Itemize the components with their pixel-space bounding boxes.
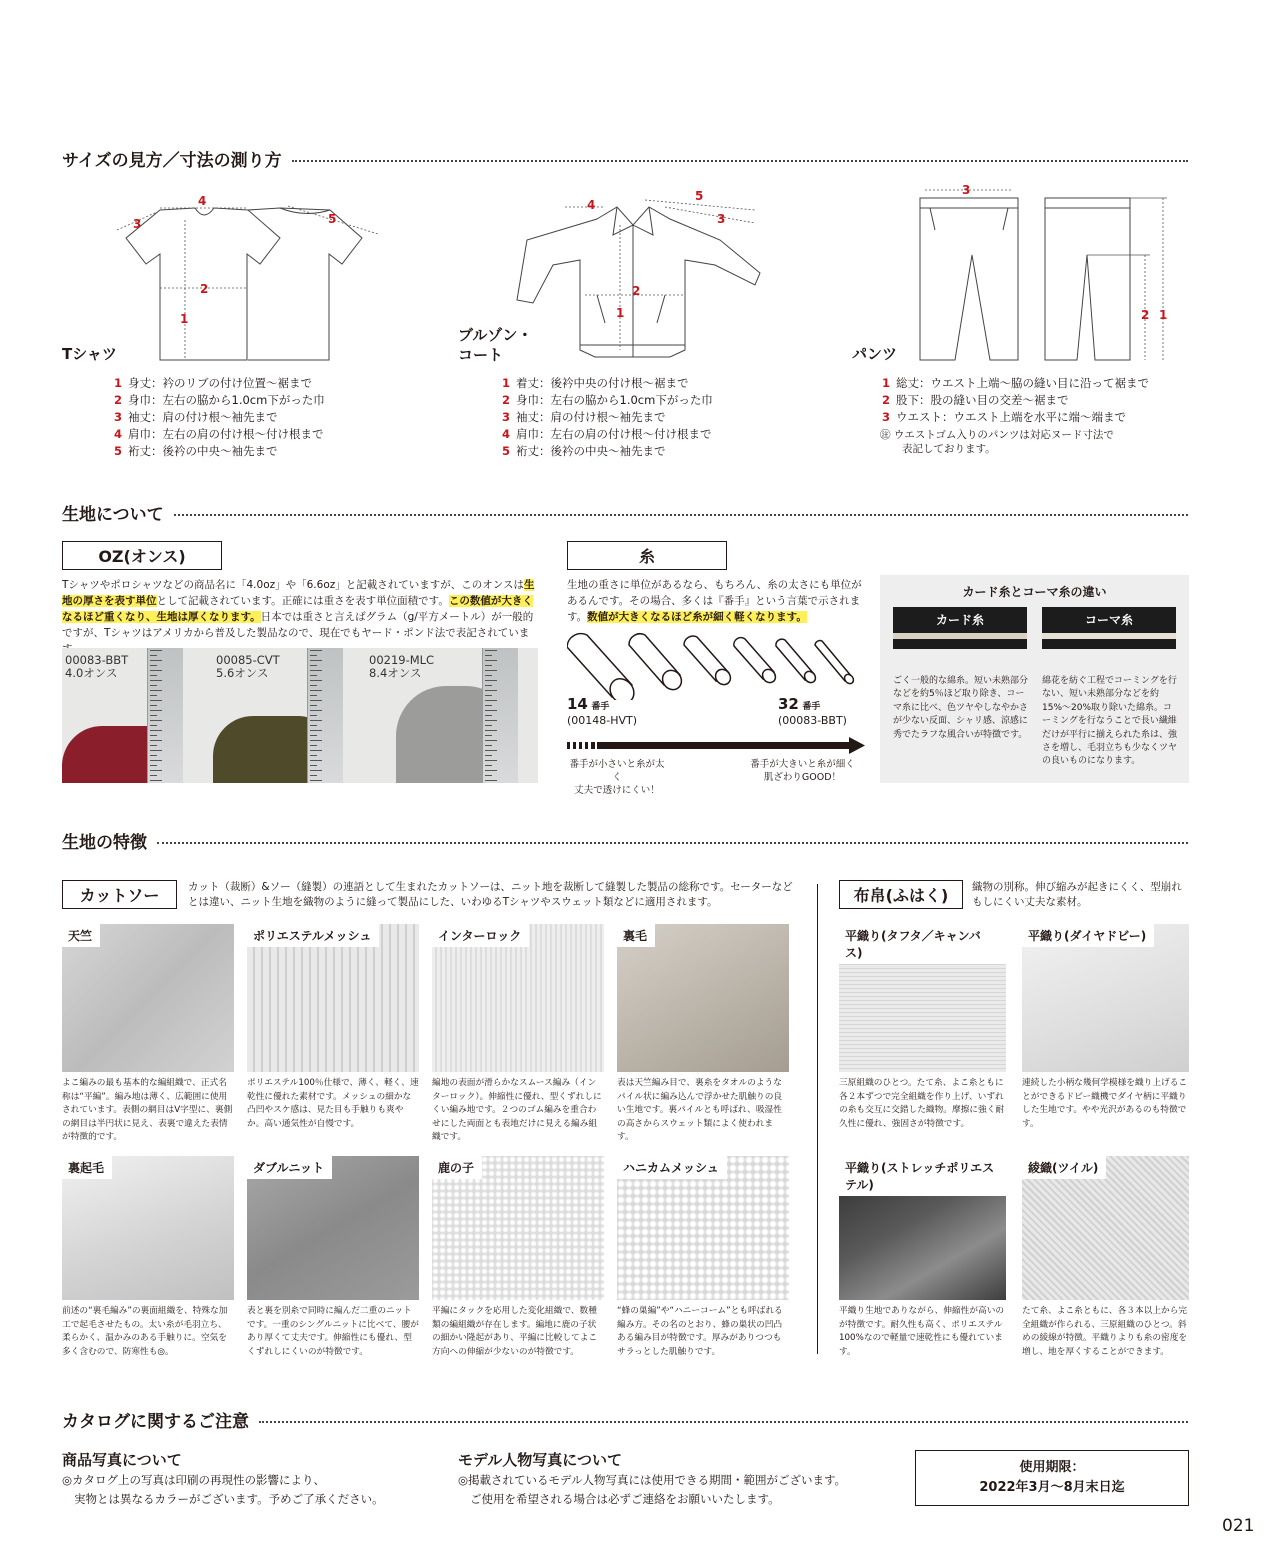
fabric-name: 裏毛 bbox=[617, 924, 655, 947]
fabric-name: 天竺 bbox=[62, 924, 100, 947]
yarn-right-code: (00083-BBT) bbox=[778, 714, 847, 727]
ruler-tick bbox=[485, 770, 497, 771]
ruler-tick bbox=[150, 775, 157, 776]
ruler-image bbox=[307, 648, 343, 783]
coat-dim-4: 4 bbox=[587, 198, 596, 212]
ruler-tick bbox=[150, 675, 157, 676]
fabric-description: 表と裏を別糸で同時に編んだ二重のニットです。一重のシングルニットに比べて、腰があり厚くて丈夫です。伸縮性にも優れ、型くずれしにくいのが特徴です。 bbox=[247, 1306, 419, 1357]
pants-diagram bbox=[905, 180, 1185, 365]
ruler-tick bbox=[310, 770, 322, 771]
fabric-photo-plain-taffeta bbox=[839, 924, 1006, 1072]
comb-yarn-image bbox=[1042, 607, 1176, 649]
tshirt-diagram bbox=[100, 190, 400, 365]
section-fabric-title bbox=[62, 500, 1188, 525]
ruler-tick bbox=[485, 745, 492, 746]
ruler-tick bbox=[150, 750, 162, 751]
pants-dim-2: 2 bbox=[1141, 308, 1150, 322]
fabric-name: 鹿の子 bbox=[432, 1156, 482, 1179]
usage-period-value: 2022年3月～8月末日迄 bbox=[979, 1480, 1125, 1495]
pants-measure-list bbox=[880, 375, 1149, 456]
fabric-photo-twill bbox=[1022, 1156, 1189, 1300]
ruler-tick bbox=[310, 760, 322, 761]
ruler-tick bbox=[310, 665, 317, 666]
ruler-tick bbox=[485, 700, 497, 701]
ruler-tick bbox=[485, 705, 492, 706]
measure-num: 5 bbox=[113, 444, 122, 458]
yarn-arrow bbox=[567, 737, 867, 755]
ruler-tick bbox=[485, 775, 492, 776]
ruler-tick bbox=[485, 665, 492, 666]
ruler-tick bbox=[150, 700, 162, 701]
fabric-name: ダブルニット bbox=[247, 1156, 332, 1179]
oz-paragraph bbox=[62, 577, 538, 657]
page-number: 021 bbox=[1222, 1516, 1255, 1536]
ruler-tick bbox=[150, 705, 157, 706]
ruler-tick bbox=[150, 730, 162, 731]
ruler-tick bbox=[310, 695, 317, 696]
fabric-name: 平織り(ストレッチポリエステル) bbox=[839, 1156, 1006, 1196]
tshirt-dim-1: 1 bbox=[180, 312, 189, 326]
yarn-right-num: 32 bbox=[778, 695, 799, 713]
oz-card-2 bbox=[213, 648, 371, 783]
oz-text-3: 日本では重さと言えばグラム（g/平方メートル）が一般的ですが、Tシャツはアメリカから普及した製品なので、現在でもヤード・ポンド法で表記されていま bbox=[62, 611, 534, 639]
fabric-description: 三原組織のひとつ。たて糸、よこ糸ともに各２本ずつで完全組織を作り上げ、いずれの糸も交互に交錯した織物。摩擦に強く耐久性に優れ、強固さが特徴です。 bbox=[839, 1078, 1005, 1129]
oz-text-2: として記載されています。正確には重さを表す単位面積です。 bbox=[156, 595, 449, 607]
fabric-photo-plain-stretch bbox=[839, 1156, 1006, 1300]
section-size-title bbox=[62, 146, 1188, 171]
fabric-description: よこ編みの最も基本的な編組織で、正式名称は“平編”。編み地は薄く、広範囲に使用されています。表側の網目はV字型に、裏側の網目は半円状に見え、表裏で違えた表情が特徴的です。 bbox=[62, 1078, 233, 1142]
tshirt-dim-2: 2 bbox=[200, 282, 209, 296]
notes-model-text bbox=[458, 1471, 846, 1509]
tshirt-label: Tシャツ bbox=[62, 345, 117, 363]
ruler-tick bbox=[485, 720, 497, 721]
coat-label-line1: ブルゾン・ bbox=[458, 326, 533, 344]
section-features-title bbox=[62, 828, 1188, 853]
fabric-photo-poly-mesh bbox=[247, 924, 419, 1072]
yarn-right-label bbox=[778, 697, 847, 728]
pants-dim-3: 3 bbox=[962, 183, 971, 197]
ruler-tick bbox=[310, 730, 322, 731]
card-yarn-strand bbox=[893, 633, 1027, 639]
oz-card-text bbox=[65, 654, 128, 680]
section-notes-title bbox=[62, 1407, 1188, 1432]
measure-num: 1 bbox=[501, 376, 510, 390]
ruler-tick bbox=[150, 710, 162, 711]
fabric-name: ポリエステルメッシュ bbox=[247, 924, 379, 947]
measure-text: ウエスト：ウエスト上端を水平に端～端まで bbox=[896, 410, 1126, 424]
measure-row bbox=[500, 426, 713, 443]
oz-card-code: 00085-CVT bbox=[216, 653, 280, 667]
measure-row bbox=[500, 409, 713, 426]
ruler-tick bbox=[485, 685, 492, 686]
measure-row bbox=[112, 392, 325, 409]
measure-text: 裄丈：後衿の中央～袖先まで bbox=[128, 444, 278, 458]
fabric-name: 平織り(ダイヤドビー) bbox=[1022, 924, 1154, 947]
ruler-tick bbox=[485, 750, 497, 751]
notes-model-line1: ◎掲載されているモデル人物写真には使用できる期間・範囲がございます。 bbox=[458, 1473, 847, 1487]
ruler-tick bbox=[485, 650, 497, 651]
ruler-tick bbox=[485, 765, 492, 766]
ruler-tick bbox=[310, 655, 317, 656]
ruler-tick bbox=[310, 715, 317, 716]
measure-num: 4 bbox=[113, 427, 122, 441]
measure-text: 股下：股の縫い目の交差～裾まで bbox=[896, 393, 1069, 407]
ruler-tick bbox=[310, 765, 317, 766]
ruler-tick bbox=[150, 655, 157, 656]
ruler-tick bbox=[310, 700, 322, 701]
dotted-rule bbox=[157, 842, 1188, 844]
card-yarn-image bbox=[893, 607, 1027, 649]
fabric-description: 前述の“裏毛編み”の裏面組織を、特殊な加工で起毛させたもの。太い糸が毛羽立ち、柔らかく、温かみのある手触りに。空気を多く含むので、防寒性も◎。 bbox=[62, 1306, 228, 1357]
dotted-rule bbox=[174, 514, 1188, 516]
measure-num: 4 bbox=[501, 427, 510, 441]
measure-row bbox=[880, 375, 1149, 392]
oz-card-code: 00083-BBT bbox=[65, 653, 129, 667]
ruler-tick bbox=[485, 675, 492, 676]
ruler-tick bbox=[150, 665, 157, 666]
ruler-tick bbox=[310, 725, 317, 726]
oz-card-weight: 4.0オンス bbox=[65, 666, 118, 680]
measure-row bbox=[112, 375, 325, 392]
fabric-name: 綾織(ツイル) bbox=[1022, 1156, 1106, 1179]
ruler-tick bbox=[310, 755, 317, 756]
notes-photo-line1: ◎カタログ上の写真は印刷の再現性の影響により、 bbox=[62, 1473, 326, 1487]
ruler-tick bbox=[150, 755, 157, 756]
ruler-tick bbox=[310, 650, 322, 651]
measure-row bbox=[112, 426, 325, 443]
fabric-photo-honeycomb bbox=[617, 1156, 789, 1300]
ruler-tick bbox=[310, 720, 322, 721]
notes-model-title: モデル人物写真について bbox=[458, 1451, 622, 1469]
tshirt-measure-list bbox=[112, 375, 325, 460]
ruler-tick bbox=[485, 760, 497, 761]
yarn-left-caption bbox=[567, 758, 667, 797]
oz-box-label: OZ(オンス) bbox=[62, 541, 222, 570]
fabric-photo-urakimo bbox=[62, 1156, 234, 1300]
ruler-tick bbox=[310, 690, 322, 691]
section-notes-heading: カタログに関するご注意 bbox=[62, 1412, 249, 1432]
ruler-tick bbox=[150, 720, 162, 721]
notes-photo-line2: 実物とは異なるカラーがございます。予めご了承ください。 bbox=[74, 1492, 384, 1506]
measure-text: 総丈：ウエスト上端～脇の縫い目に沿って裾まで bbox=[896, 376, 1149, 390]
measure-row bbox=[500, 443, 713, 460]
dotted-rule bbox=[259, 1421, 1188, 1423]
pants-dim-1: 1 bbox=[1159, 308, 1168, 322]
ruler-tick bbox=[310, 745, 317, 746]
fabric-description: 編地の表面が滑らかなスムース編み（インターロック）。伸縮性に優れ、型くずれしにくい編み地です。２つのゴム編みを重合わせにした両面とも表地だけに見える編み組織です。 bbox=[432, 1078, 602, 1142]
measure-row bbox=[500, 392, 713, 409]
section-fabric-heading: 生地について bbox=[62, 505, 164, 525]
yarn-cylinders bbox=[567, 625, 867, 700]
ruler-tick bbox=[150, 760, 162, 761]
ruler-tick bbox=[310, 705, 317, 706]
ruler-tick bbox=[150, 725, 157, 726]
ruler-tick bbox=[150, 745, 157, 746]
yarn-highlight: 数値が大きくなるほど糸が細く軽くなります。 bbox=[587, 611, 807, 623]
usage-period-label: 使用期限： bbox=[1019, 1460, 1085, 1475]
coat-diagram bbox=[505, 185, 775, 365]
measure-num: 1 bbox=[113, 376, 122, 390]
notes-model-line2: ご使用を希望される場合は必ずご連絡をお願いいたします。 bbox=[470, 1492, 780, 1506]
ruler-tick bbox=[310, 775, 317, 776]
ruler-tick bbox=[485, 740, 497, 741]
notes-photo-title: 商品写真について bbox=[62, 1451, 182, 1469]
ruler-tick bbox=[310, 670, 322, 671]
ruler-tick bbox=[485, 730, 497, 731]
fabric-photo-double-knit bbox=[247, 1156, 419, 1300]
comb-yarn-label: コーマ糸 bbox=[1084, 613, 1133, 627]
ruler-tick bbox=[485, 670, 497, 671]
fabric-description: 連続した小柄な幾何学模様を織り上げることができるドビー織機でダイヤ柄に平織りした生地です。やや光沢があるのも特徴です。 bbox=[1022, 1078, 1188, 1129]
coat-label bbox=[458, 325, 532, 365]
oz-card-text bbox=[369, 654, 434, 680]
fabric-description: 表は天竺編み目で、裏糸をタオルのようなパイル状に編み込んで浮かせた肌触りの良い生地です。裏パイルとも呼ばれ、吸湿性の高さからスウェット類によく使われます。 bbox=[617, 1078, 783, 1142]
tshirt-dim-5: 5 bbox=[328, 212, 337, 226]
pants-note bbox=[880, 428, 1149, 456]
coat-dim-1: 1 bbox=[616, 306, 625, 320]
measure-row bbox=[880, 409, 1149, 426]
fabric-photo-tenjiku bbox=[62, 924, 234, 1072]
ruler-tick bbox=[150, 680, 162, 681]
ruler-tick bbox=[485, 660, 497, 661]
pants-note-line1: ウエストゴム入りのパンツは対応ヌード寸法で bbox=[893, 429, 1114, 441]
yarn-text-1: 生地の重さに単位があるなら、もちろん、糸の太さにも単位があるんです。その場合、多くは『番手』という言葉で示されます。 bbox=[567, 579, 862, 623]
yarn-left-code: (00148-HVT) bbox=[567, 714, 638, 727]
measure-row bbox=[880, 392, 1149, 409]
tshirt-dim-4: 4 bbox=[198, 194, 207, 208]
yarn-left-label bbox=[567, 697, 637, 728]
ruler-tick bbox=[485, 655, 492, 656]
fuhaku-description: 織物の別称。伸び縮みが起きにくく、型崩れもしにくい丈夫な素材。 bbox=[972, 881, 1182, 908]
ruler-image bbox=[147, 648, 183, 783]
ruler-tick bbox=[310, 735, 317, 736]
ruler-tick bbox=[150, 780, 162, 781]
fabric-description: “蜂の巣編”や“ハニーコーム”とも呼ばれる編み方。その名のとおり、蜂の巣状の凹凸ある編み目が特徴です。厚みがありつつもサラっとした肌触りです。 bbox=[617, 1306, 783, 1357]
measure-text: 肩巾：左右の肩の付け根～付け根まで bbox=[516, 427, 712, 441]
comb-yarn-text: 綿花を紡ぐ工程でコーミングを行ない、短い未熟部分などを約15%～20%取り除いた綿糸。コーミングを行なうことで長い繊維だけが平行に揃えられた糸は、強さを増し、毛羽立ちも少なくツヤの良いものになります。 bbox=[1042, 676, 1178, 767]
oz-card-weight: 8.4オンス bbox=[369, 666, 422, 680]
yarn-left-caption-1: 番手が小さいと糸が太く bbox=[569, 759, 665, 783]
fabric-photo-kanoko bbox=[432, 1156, 604, 1300]
ruler-tick bbox=[150, 735, 157, 736]
dotted-rule bbox=[292, 160, 1188, 162]
measure-num: 2 bbox=[113, 393, 122, 407]
fabric-description: 平編にタックを応用した変化組織で、数種類の編組織が存在します。編地に鹿の子状の細かい隆起があり、平編に比較してよこ方向への伸縮が少ないのが特徴です。 bbox=[432, 1306, 598, 1357]
ruler-tick bbox=[150, 650, 162, 651]
yarn-right-caption bbox=[745, 758, 860, 784]
oz-highlight-1: 生地の厚さを表す単位 bbox=[62, 579, 535, 607]
coat-label-line2: コート bbox=[458, 346, 504, 364]
coat-dim-5: 5 bbox=[695, 189, 704, 203]
oz-highlight-2: この数値が大きくなるほど重くなり、生地は厚くなります。 bbox=[62, 595, 533, 623]
fabric-photo-urake bbox=[617, 924, 789, 1072]
measure-num: 2 bbox=[881, 393, 890, 407]
yarn-left-unit: 番手 bbox=[591, 702, 610, 712]
measure-text: 身巾：左右の脇から1.0cm下がった巾 bbox=[516, 393, 713, 407]
fabric-name: ハニカムメッシュ bbox=[617, 1156, 727, 1179]
coat-dim-2: 2 bbox=[632, 284, 641, 298]
yarn-box-label: 糸 bbox=[567, 541, 727, 570]
ruler-tick bbox=[485, 780, 497, 781]
card-yarn-label: カード糸 bbox=[935, 613, 984, 627]
fabric-name: 裏起毛 bbox=[62, 1156, 112, 1179]
ruler-tick bbox=[310, 750, 322, 751]
ruler-tick bbox=[485, 725, 492, 726]
pants-label: パンツ bbox=[852, 345, 898, 363]
note-mark-icon: ㊟ bbox=[880, 429, 891, 441]
measure-row bbox=[500, 375, 713, 392]
ruler-tick bbox=[150, 740, 162, 741]
ruler-tick bbox=[485, 715, 492, 716]
ruler-tick bbox=[150, 670, 162, 671]
card-yarn-text: ごく一般的な綿糸。短い未熟部分などを約5％ほど取り除き、コーマ糸に比べ、色ツヤやしなやかさが少ない反面、シャリ感、涼感に秀でたラフな風合いが特徴です。 bbox=[893, 676, 1029, 740]
ruler-tick bbox=[485, 680, 497, 681]
fabric-description: たて糸、よこ糸ともに、各３本以上から完全組織が作られる、三原組織のひとつ。斜めの綾線が特徴。平織りよりも糸の密度を増し、地を厚くすることができます。 bbox=[1022, 1306, 1188, 1357]
usage-period-box bbox=[915, 1450, 1189, 1506]
fabric-name: インターロック bbox=[432, 924, 529, 947]
oz-card-1 bbox=[62, 648, 220, 783]
ruler-tick bbox=[485, 755, 492, 756]
pants-note-line2: 表記しております。 bbox=[902, 443, 996, 455]
fabric-name: 平織り(タフタ／キャンバス) bbox=[839, 924, 1006, 964]
ruler-tick bbox=[310, 660, 322, 661]
ruler-tick bbox=[150, 765, 157, 766]
fabric-photo-plain-dobby bbox=[1022, 924, 1189, 1072]
fuhaku-box-label: 布帛(ふはく) bbox=[839, 880, 963, 909]
cutsew-description: カット（裁断）&ソー（縫製）の連語として生まれたカットソーは、ニット地を裁断して縫製した製品の総称です。セーターなどとは違い、ニット生地を織物のように縫って製品にした、いわゆるTシャツやスウェット類などに適用されます。 bbox=[188, 881, 793, 908]
column-divider bbox=[817, 884, 818, 1354]
measure-row bbox=[112, 409, 325, 426]
ruler-tick bbox=[310, 740, 322, 741]
ruler-tick bbox=[485, 710, 497, 711]
coat-dim-3: 3 bbox=[717, 212, 726, 226]
yarn-right-caption-2: 肌ざわりGOOD！ bbox=[763, 772, 842, 783]
oz-card-weight: 5.6オンス bbox=[216, 666, 269, 680]
ruler-tick bbox=[150, 690, 162, 691]
tshirt-dim-3: 3 bbox=[133, 217, 142, 231]
fabric-description: ポリエステル100％仕様で、薄く、軽く、速乾性に優れた素材です。メッシュの細かな凸凹やスケ感は、見た目も手触りも爽やか。高い通気性が自慢です。 bbox=[247, 1078, 419, 1129]
yarn-right-unit: 番手 bbox=[802, 702, 821, 712]
measure-num: 2 bbox=[501, 393, 510, 407]
oz-text-1: Tシャツやポロシャツなどの商品名に「4.0oz」や「6.6oz」と記載されていますが、このオンスは bbox=[62, 579, 524, 591]
ruler-tick bbox=[485, 735, 492, 736]
oz-card-3 bbox=[366, 648, 538, 783]
yarn-left-caption-2: 丈夫で透けにくい！ bbox=[574, 785, 660, 796]
ruler-tick bbox=[150, 715, 157, 716]
ruler-tick bbox=[485, 695, 492, 696]
ruler-tick bbox=[150, 685, 157, 686]
measure-num: 5 bbox=[501, 444, 510, 458]
measure-text: 身丈：衿のリブの付け位置～裾まで bbox=[128, 376, 312, 390]
measure-text: 肩巾：左右の肩の付け根～付け根まで bbox=[128, 427, 324, 441]
oz-card-code: 00219-MLC bbox=[369, 653, 435, 667]
card-comb-panel bbox=[880, 575, 1189, 783]
measure-text: 身巾：左右の脇から1.0cm下がった巾 bbox=[128, 393, 325, 407]
section-size-heading: サイズの見方／寸法の測り方 bbox=[62, 151, 282, 171]
oz-card-text bbox=[216, 654, 280, 680]
measure-num: 3 bbox=[113, 410, 122, 424]
coat-measure-list bbox=[500, 375, 713, 460]
measure-num: 3 bbox=[881, 410, 890, 424]
ruler-tick bbox=[150, 660, 162, 661]
ruler-tick bbox=[310, 685, 317, 686]
ruler-tick bbox=[310, 780, 322, 781]
measure-row bbox=[112, 443, 325, 460]
ruler-tick bbox=[310, 710, 322, 711]
ruler-tick bbox=[310, 675, 317, 676]
comb-yarn-strand bbox=[1042, 633, 1176, 639]
measure-text: 着丈：後衿中央の付け根～裾まで bbox=[516, 376, 689, 390]
ruler-tick bbox=[485, 690, 497, 691]
measure-text: 袖丈：肩の付け根～袖先まで bbox=[128, 410, 278, 424]
ruler-tick bbox=[150, 695, 157, 696]
measure-text: 裄丈：後衿の中央～袖先まで bbox=[516, 444, 666, 458]
fabric-photo-interlock bbox=[432, 924, 604, 1072]
measure-text: 袖丈：肩の付け根～袖先まで bbox=[516, 410, 666, 424]
yarn-paragraph bbox=[567, 577, 867, 625]
yarn-right-caption-1: 番手が大きいと糸が細く bbox=[750, 759, 855, 770]
measure-num: 1 bbox=[881, 376, 890, 390]
card-comb-title: カード糸とコーマ糸の違い bbox=[962, 585, 1107, 599]
ruler-tick bbox=[310, 680, 322, 681]
section-features-heading: 生地の特徴 bbox=[62, 833, 147, 853]
notes-photo-text bbox=[62, 1471, 384, 1509]
cutsew-box-label: カットソー bbox=[62, 880, 177, 909]
ruler-image bbox=[482, 648, 518, 783]
measure-num: 3 bbox=[501, 410, 510, 424]
yarn-left-num: 14 bbox=[567, 695, 588, 713]
fabric-description: 平織り生地でありながら、伸縮性が高いのが特徴です。耐久性も高く、ポリエステル100%なので軽量で速乾性にも優れています。 bbox=[839, 1306, 1005, 1357]
ruler-tick bbox=[150, 770, 162, 771]
